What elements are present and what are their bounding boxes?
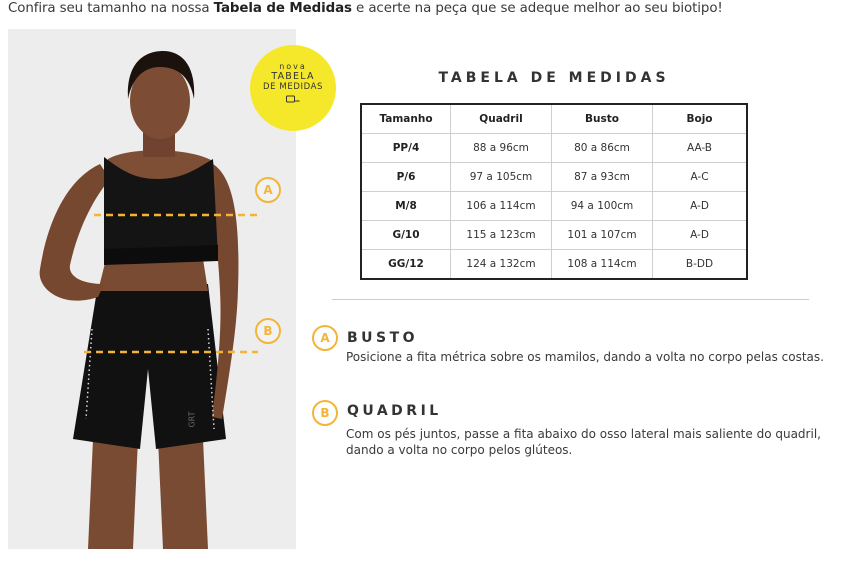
cell-busto: 87 a 93cm <box>552 163 653 192</box>
table-title: TABELA DE MEDIDAS <box>438 70 670 86</box>
cell-busto: 94 a 100cm <box>552 192 653 221</box>
brand-mark: GRT <box>187 411 197 428</box>
cell-size: PP/4 <box>361 134 451 163</box>
cell-size: M/8 <box>361 192 451 221</box>
intro-bold: Tabela de Medidas <box>213 1 352 16</box>
size-table <box>360 103 748 280</box>
cell-quadril: 106 a 114cm <box>451 192 552 221</box>
intro-text <box>8 1 723 16</box>
busto-instructions: Posicione a fita métrica sobre os mamilos, dando a volta no corpo pelas costas. <box>346 350 824 364</box>
measuring-tape-icon <box>286 95 300 103</box>
intro-after: e acerte na peça que se adeque melhor ao seu biotipo! <box>351 1 723 16</box>
cell-busto: 108 a 114cm <box>552 250 653 280</box>
marker-b-circle: B <box>255 318 281 344</box>
header-bojo: Bojo <box>653 104 748 134</box>
quadril-letter-circle: B <box>312 400 338 426</box>
badge-line3: DE MEDIDAS <box>263 82 323 92</box>
header-busto: Busto <box>552 104 653 134</box>
table-header-row <box>361 104 747 134</box>
table-row <box>361 250 747 280</box>
header-tamanho: Tamanho <box>361 104 451 134</box>
quadril-title: QUADRIL <box>347 403 442 419</box>
cell-quadril: 124 a 132cm <box>451 250 552 280</box>
cell-size: G/10 <box>361 221 451 250</box>
badge-line1: nova <box>279 62 307 71</box>
header-quadril: Quadril <box>451 104 552 134</box>
cell-size: GG/12 <box>361 250 451 280</box>
cell-bojo: A-D <box>653 221 748 250</box>
cell-quadril: 88 a 96cm <box>451 134 552 163</box>
table-row <box>361 163 747 192</box>
intro-before: Confira seu tamanho na nossa <box>8 1 214 16</box>
model-photo <box>8 29 296 549</box>
cell-busto: 80 a 86cm <box>552 134 653 163</box>
section-divider <box>332 299 809 300</box>
cell-quadril: 115 a 123cm <box>451 221 552 250</box>
busto-letter-circle: A <box>312 325 338 351</box>
cell-size: P/6 <box>361 163 451 192</box>
busto-title: BUSTO <box>347 330 419 346</box>
cell-bojo: A-D <box>653 192 748 221</box>
quadril-instructions-line2: dando a volta no corpo pelos glúteos. <box>346 442 573 457</box>
table-row <box>361 134 747 163</box>
cell-quadril: 97 a 105cm <box>451 163 552 192</box>
cell-busto: 101 a 107cm <box>552 221 653 250</box>
cell-bojo: AA-B <box>653 134 748 163</box>
model-illustration <box>8 29 296 549</box>
cell-bojo: B-DD <box>653 250 748 280</box>
quadril-instructions-line1: Com os pés juntos, passe a fita abaixo do osso lateral mais saliente do quadril, <box>346 427 821 441</box>
table-row <box>361 221 747 250</box>
cell-bojo: A-C <box>653 163 748 192</box>
table-row <box>361 192 747 221</box>
new-table-badge <box>250 45 336 131</box>
marker-a-circle: A <box>255 177 281 203</box>
quadril-instructions <box>346 427 821 458</box>
badge-line2: TABELA <box>271 71 315 82</box>
